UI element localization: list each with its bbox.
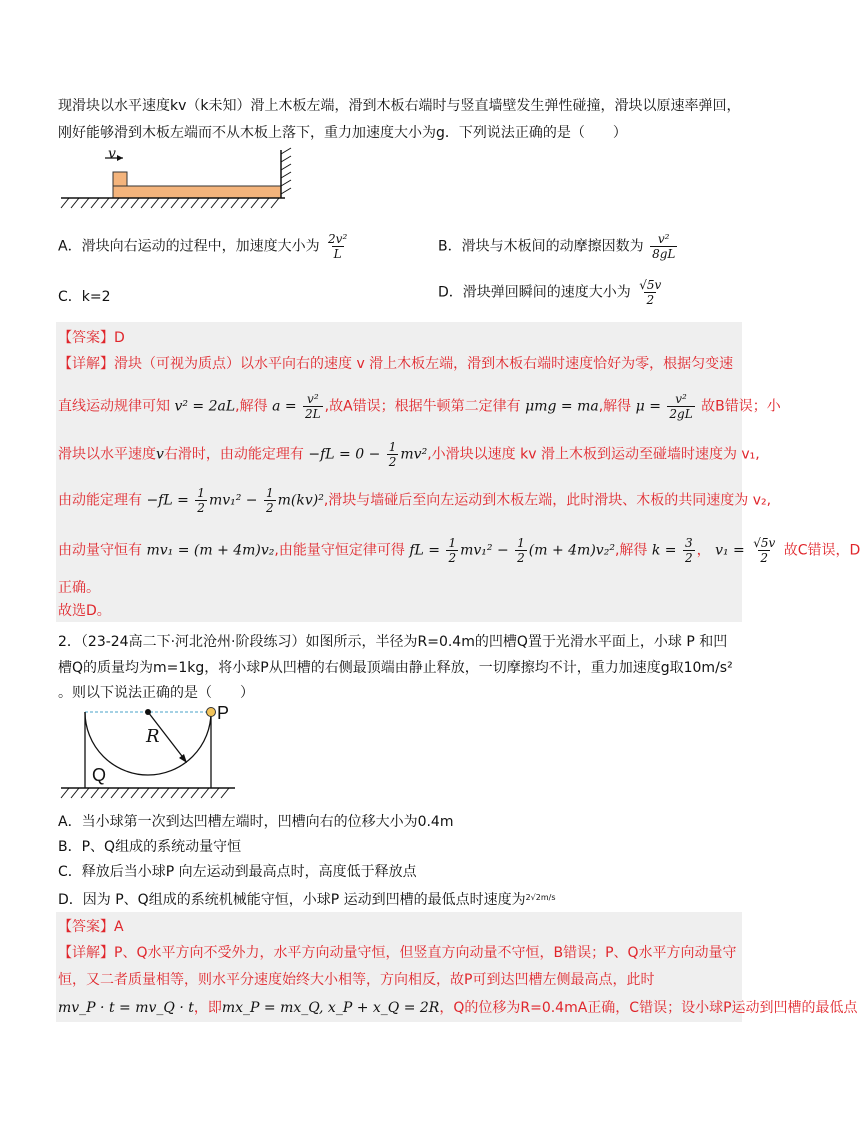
q2-option-d-value: 2√2m/s xyxy=(525,893,556,902)
q1-option-a-text: A．滑块向右运动的过程中，加速度大小为 xyxy=(58,238,320,255)
q2-stem-line2: 槽Q的质量均为m=1kg，将小球P从凹槽的右侧最顶端由静止释放，一切摩擦均不计，重力加速度g取10m/s² xyxy=(58,660,733,676)
q1-detail-line2: 直线运动规律可知 v² = 2aL,解得 a = $\frac{\text{v²}}{2L}$ ,故A错误；根据牛顿第二定律有 μmg = ma,解得 μ = $\frac{\text{v²}}{2gL}$ 故B错误；小 xyxy=(58,392,781,421)
q1-option-a-fraction: $\frac{\text{2v²}}{L}$ xyxy=(328,232,348,261)
q2-detail-line3: mv_P · t = mv_Q · t，即mx_P = mx_Q, x_P + x_Q = 2R，Q的位移为R=0.4mA正确，C错误；设小球P运动到凹槽的最低点 xyxy=(58,1000,858,1016)
q2-option-d-text: D．因为 P、Q组成的系统机械能守恒，小球P 运动到凹槽的最低点时速度为 xyxy=(58,892,526,908)
q1-detail-line4: 由动能定理有 −fL = $\frac{1}{2}$ mv₁² − $\frac{1}{2}$ m(kv)²,滑块与墙碰后至向左运动到木板左端，此时滑块、木板的共同速度为 v₂, xyxy=(58,486,772,515)
q2-option-c[interactable]: C．释放后当小球P 向左运动到最高点时，高度低于释放点 xyxy=(58,864,417,880)
q1-option-d[interactable] xyxy=(438,278,665,307)
q2-option-d[interactable] xyxy=(58,888,556,910)
q2-detail-line2: 恒，又二者质量相等，则水平分速度始终大小相等，方向相反，故P可到达凹槽左侧最高点，此时 xyxy=(58,972,655,988)
q1-option-b[interactable] xyxy=(438,232,679,261)
q1-detail-line1: 【详解】滑块（可视为质点）以水平向右的速度 v 滑上木板左端，滑到木板右端时速度恰好为零，根据匀变速 xyxy=(58,356,734,372)
q1-option-c[interactable]: C．k=2 xyxy=(58,289,111,305)
q2-stem-line1: 2．（23-24高二下·河北沧州·阶段练习）如图所示，半径为R=0.4m的凹槽Q置于光滑水平面上，小球 P 和凹 xyxy=(58,634,728,650)
q1-option-d-fraction: $\frac{√5v}{2}$ xyxy=(639,278,662,307)
q1-detail-line7: 故选D。 xyxy=(58,603,111,619)
q1-detail-line5: 由动量守恒有 mv₁ = (m + 4m)v₂,由能量守恒定律可得 fL = $\frac{1}{2}$ mv₁² − $\frac{1}{2}$ (m + 4m)v₂²,解得 k = $\frac{3}{2}$ ， v₁ = $\frac{√5v}{2}$ 故C错误，D xyxy=(58,536,860,565)
q1-detail-line3: 滑块以水平速度v右滑时，由动能定理有 −fL = 0 − $\frac{1}{2}$ mv²,小滑块以速度 kv 滑上木板到运动至碰墙时速度为 v₁, xyxy=(58,440,760,469)
q2-figure-ball-label: P xyxy=(217,703,230,723)
q2-option-a[interactable]: A．当小球第一次到达凹槽左端时，凹槽向右的位移大小为0.4m xyxy=(58,814,454,830)
q1-option-d-text: D．滑块弹回瞬间的速度大小为 xyxy=(438,284,631,301)
q2-answer: 【答案】A xyxy=(58,919,124,935)
q1-figure xyxy=(55,148,305,214)
q1-stem-line1: 现滑块以水平速度kv（k未知）滑上木板左端，滑到木板右端时与竖直墙壁发生弹性碰撞，滑块以原速率弹回， xyxy=(58,98,741,114)
q2-figure-groove-label: Q xyxy=(92,765,107,785)
q2-stem-line3: 。则以下说法正确的是（ ） xyxy=(58,685,254,701)
q1-detail-line6: 正确。 xyxy=(58,580,100,596)
q1-option-a[interactable] xyxy=(58,232,351,261)
q2-figure-radius-label: R xyxy=(146,726,160,747)
q2-detail-line1: 【详解】P、Q水平方向不受外力，水平方向动量守恒，但竖直方向动量不守恒，B错误；P、Q水平方向动量守 xyxy=(58,945,737,961)
q1-option-b-text: B．滑块与木板间的动摩擦因数为 xyxy=(438,238,644,255)
q1-answer: 【答案】D xyxy=(58,330,125,346)
q2-option-b[interactable]: B．P、Q组成的系统动量守恒 xyxy=(58,839,242,855)
q1-option-b-fraction: $\frac{\text{v²}}{8gL}$ xyxy=(652,232,676,261)
q1-figure-velocity-label: v xyxy=(108,146,116,162)
q1-stem-line2: 刚好能够滑到木板左端而不从木板上落下，重力加速度大小为g．下列说法正确的是（ ） xyxy=(58,125,627,141)
